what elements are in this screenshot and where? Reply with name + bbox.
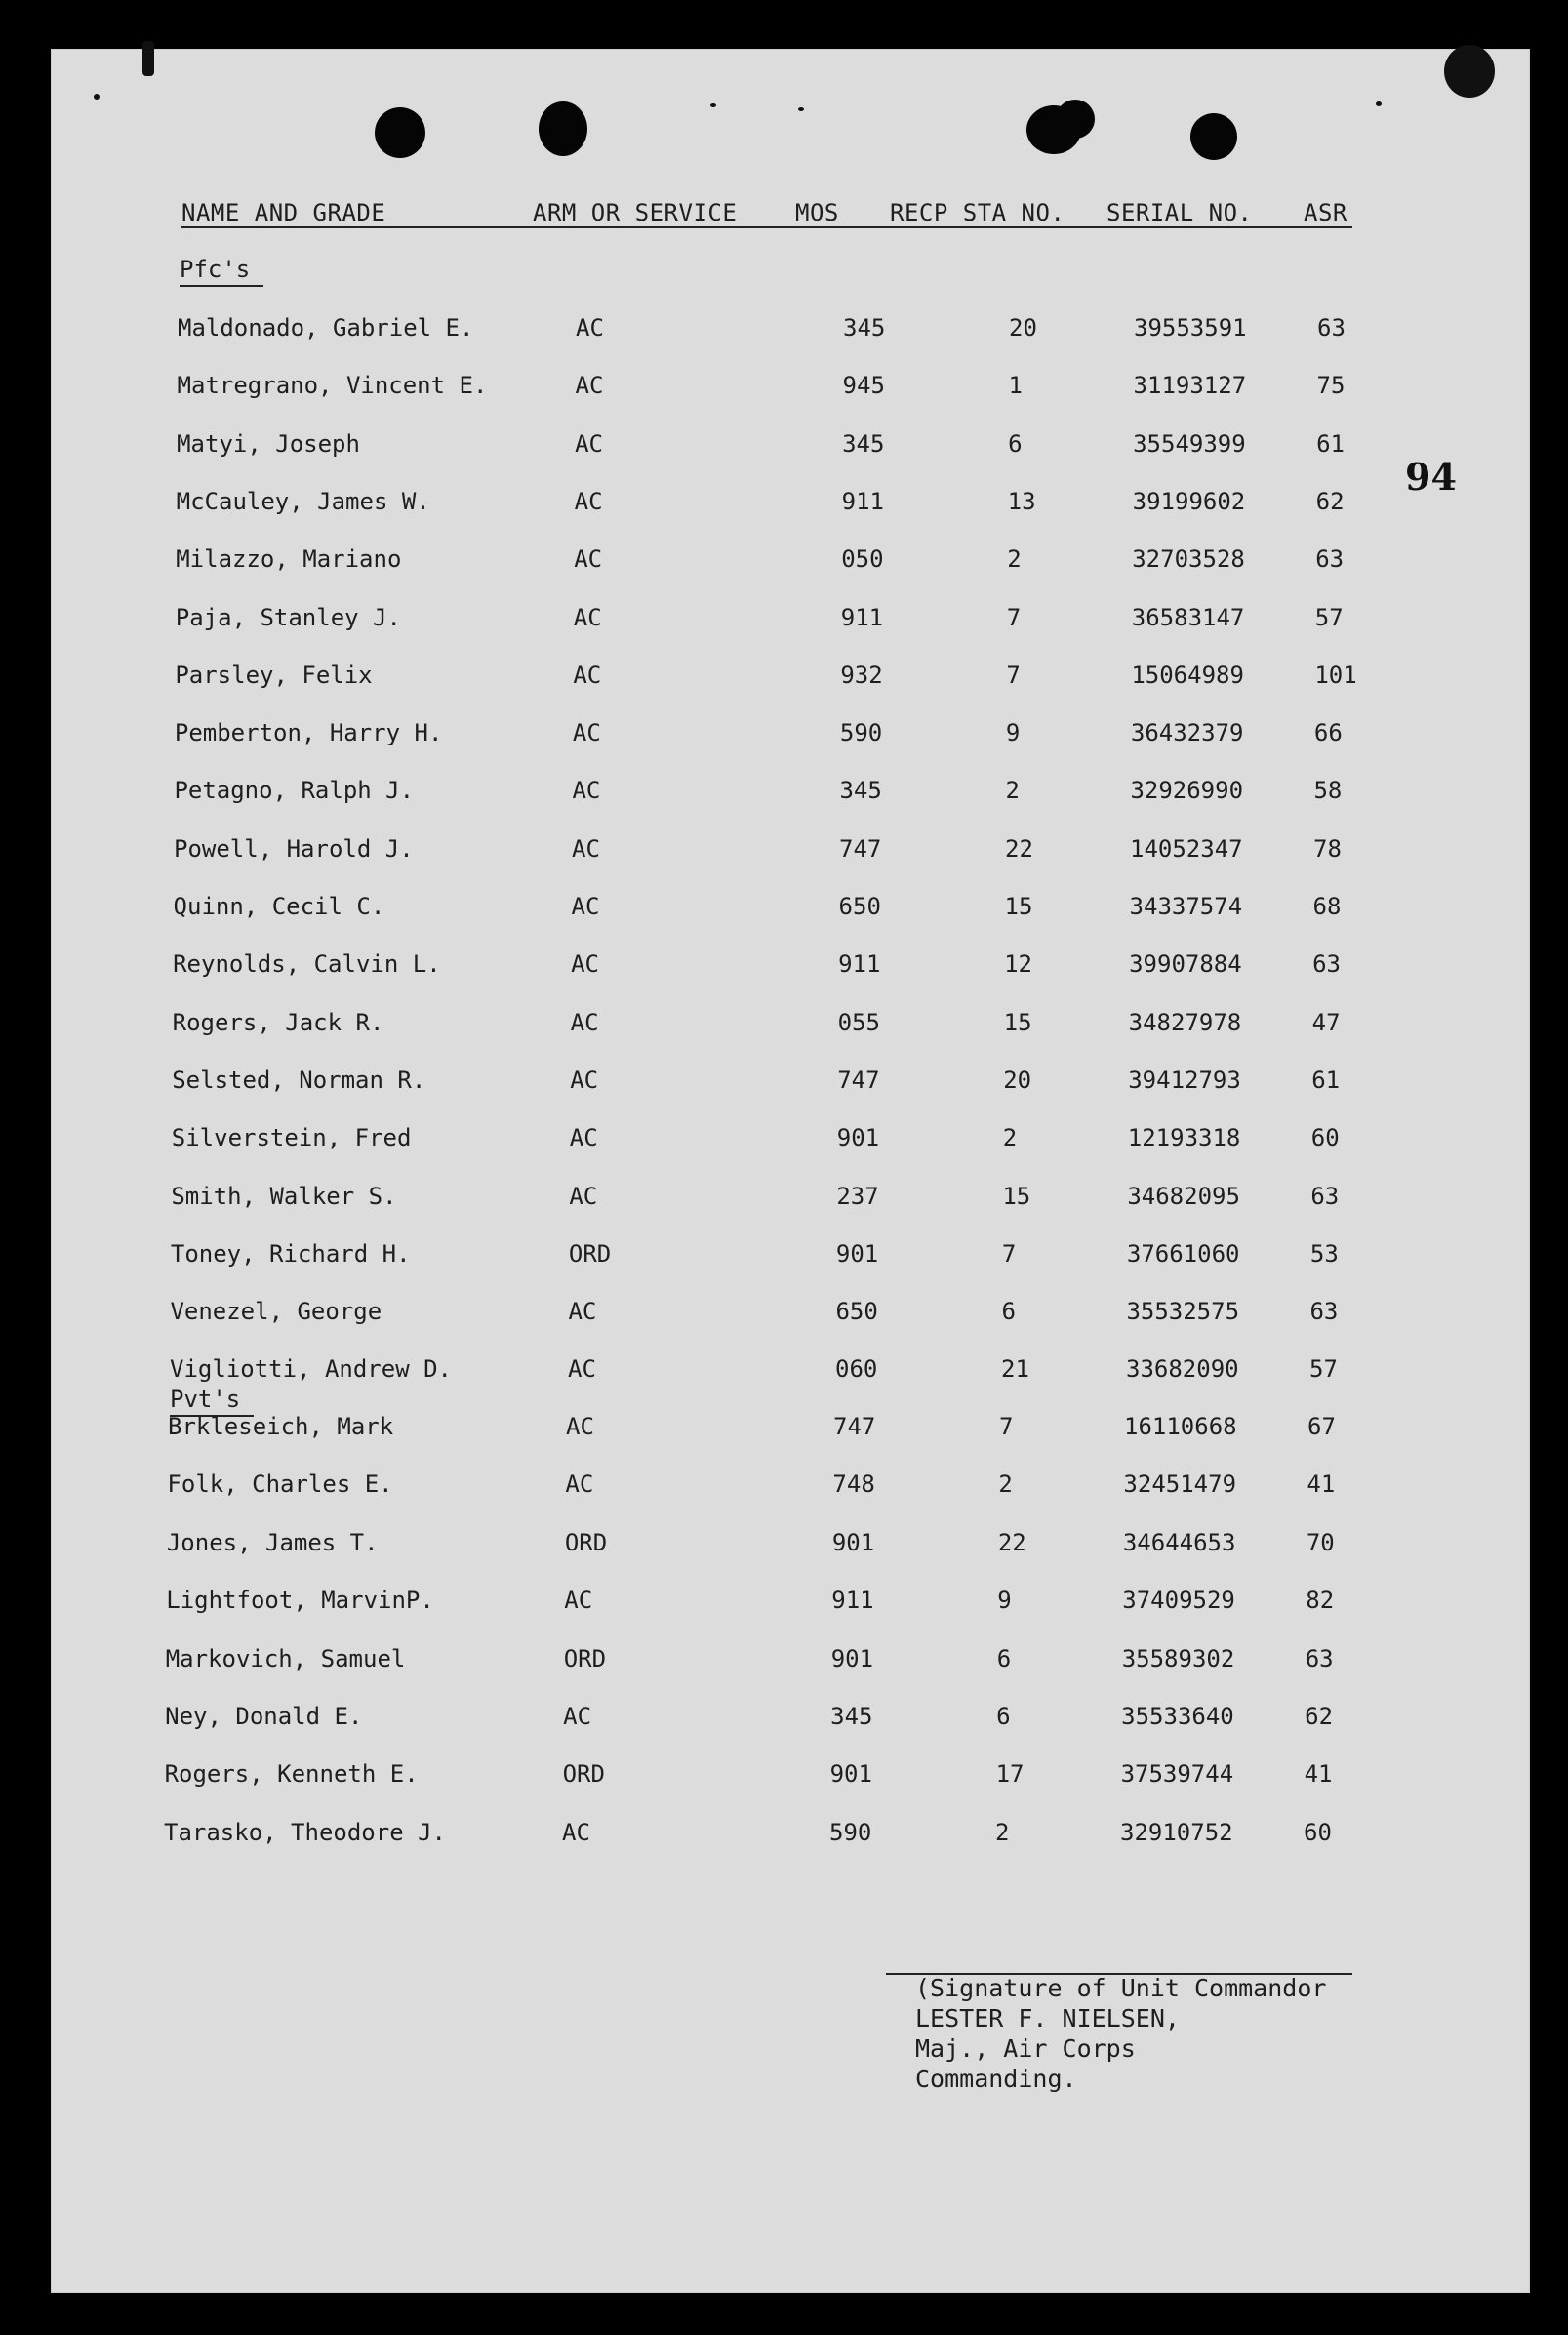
cell-serial: 35533640 xyxy=(1121,1703,1234,1730)
cell-asr: 63 xyxy=(1315,545,1345,574)
table-row xyxy=(167,1470,1568,1502)
cell-name: Folk, Charles E. xyxy=(167,1470,393,1499)
punch-hole xyxy=(375,107,425,158)
table-row xyxy=(174,777,1568,808)
cell-serial: 36583147 xyxy=(1131,603,1245,631)
cell-mos: 911 xyxy=(841,487,885,515)
cell-name: Quinn, Cecil C. xyxy=(173,893,385,920)
cell-arm-service: AC xyxy=(576,314,604,342)
ink-speck xyxy=(710,103,716,107)
cell-asr: 62 xyxy=(1305,1703,1334,1730)
cell-serial: 39412793 xyxy=(1128,1066,1241,1094)
cell-name: Venezel, George xyxy=(170,1298,382,1326)
cell-serial: 32926990 xyxy=(1130,777,1244,805)
cell-name: Matregrano, Vincent E. xyxy=(177,372,488,400)
cell-recp-sta: 15 xyxy=(1004,893,1033,920)
cell-serial: 34682095 xyxy=(1127,1182,1240,1210)
cell-name: Matyi, Joseph xyxy=(177,429,360,458)
cell-recp-sta: 6 xyxy=(996,1644,1012,1672)
section-label-underline xyxy=(180,285,263,287)
punch-hole xyxy=(1056,100,1095,139)
cell-recp-sta: 20 xyxy=(1003,1066,1032,1094)
ink-speck xyxy=(94,94,100,100)
cell-arm-service: AC xyxy=(568,1298,597,1326)
table-row xyxy=(170,1298,1568,1329)
cell-mos: 345 xyxy=(843,314,886,342)
table-row xyxy=(173,950,1568,982)
cell-asr: 58 xyxy=(1313,777,1343,805)
cell-recp-sta: 17 xyxy=(995,1760,1025,1789)
cell-recp-sta: 22 xyxy=(997,1528,1026,1556)
ink-speck xyxy=(1444,45,1495,98)
cell-asr: 47 xyxy=(1311,1008,1341,1036)
cell-asr: 70 xyxy=(1306,1528,1335,1556)
cell-serial: 35589302 xyxy=(1121,1644,1235,1672)
cell-arm-service: AC xyxy=(563,1703,592,1730)
cell-asr: 82 xyxy=(1306,1587,1335,1615)
table-row xyxy=(171,1183,1568,1214)
cell-recp-sta: 22 xyxy=(1005,834,1033,863)
cell-serial: 32451479 xyxy=(1123,1470,1237,1499)
punch-hole xyxy=(1190,113,1237,160)
cell-mos: 911 xyxy=(840,603,884,631)
cell-recp-sta: 7 xyxy=(1006,603,1022,631)
cell-name: Milazzo, Mariano xyxy=(176,545,402,574)
cell-mos: 650 xyxy=(835,1298,878,1326)
cell-asr: 53 xyxy=(1309,1239,1339,1268)
cell-recp-sta: 20 xyxy=(1009,314,1037,342)
cell-arm-service: ORD xyxy=(562,1760,605,1789)
cell-mos: 060 xyxy=(835,1355,878,1384)
cell-name: Pemberton, Harry H. xyxy=(174,719,443,747)
cell-asr: 61 xyxy=(1316,429,1346,458)
cell-name: Rogers, Kenneth E. xyxy=(164,1760,419,1789)
cell-mos: 911 xyxy=(838,950,881,979)
cell-name: Lightfoot, MarvinP. xyxy=(166,1587,434,1615)
cell-arm-service: AC xyxy=(572,719,601,747)
table-row xyxy=(175,662,1568,693)
cell-recp-sta: 1 xyxy=(1008,372,1023,400)
section-label: Pvt's xyxy=(170,1386,240,1413)
cell-mos: 901 xyxy=(835,1239,879,1268)
signature-block xyxy=(915,1973,1326,2094)
cell-mos: 345 xyxy=(839,777,882,805)
table-row xyxy=(165,1760,1568,1792)
cell-arm-service: AC xyxy=(568,1355,596,1384)
table-row xyxy=(172,1124,1568,1155)
commander-rank: Maj., Air Corps xyxy=(915,2034,1136,2063)
cell-arm-service: AC xyxy=(571,950,600,979)
cell-mos: 590 xyxy=(829,1818,872,1846)
cell-recp-sta: 13 xyxy=(1007,487,1036,515)
cell-recp-sta: 9 xyxy=(1005,719,1021,747)
cell-mos: 747 xyxy=(839,834,882,863)
signature-caption: (Signature of Unit Commandor xyxy=(915,1974,1327,2002)
cell-asr: 68 xyxy=(1312,893,1342,920)
cell-name: Vigliotti, Andrew D. xyxy=(170,1355,452,1384)
cell-serial: 34827978 xyxy=(1128,1008,1242,1036)
cell-recp-sta: 7 xyxy=(1006,661,1021,689)
cell-name: Smith, Walker S. xyxy=(171,1182,397,1210)
cell-serial: 12193318 xyxy=(1127,1124,1241,1152)
cell-recp-sta: 6 xyxy=(996,1703,1011,1730)
cell-recp-sta: 15 xyxy=(1002,1182,1031,1210)
cell-recp-sta: 6 xyxy=(1008,429,1023,458)
ink-speck xyxy=(1376,101,1382,106)
commander-name: LESTER F. NIELSEN, xyxy=(915,2004,1180,2033)
cell-name: Petagno, Ralph J. xyxy=(174,777,415,805)
cell-arm-service: ORD xyxy=(564,1528,608,1556)
table-row xyxy=(173,1009,1568,1040)
cell-mos: 345 xyxy=(830,1703,873,1730)
cell-recp-sta: 9 xyxy=(997,1587,1012,1615)
cell-asr: 60 xyxy=(1304,1818,1332,1846)
cell-arm-service: AC xyxy=(571,893,600,920)
cell-name: Reynolds, Calvin L. xyxy=(173,950,441,979)
cell-asr: 63 xyxy=(1310,1182,1340,1210)
table-row xyxy=(171,1240,1568,1271)
cell-serial: 31193127 xyxy=(1133,372,1247,400)
cell-mos: 747 xyxy=(833,1413,876,1440)
cell-serial: 39199602 xyxy=(1132,487,1246,515)
cell-arm-service: AC xyxy=(574,545,603,574)
cell-mos: 747 xyxy=(837,1066,880,1094)
cell-recp-sta: 2 xyxy=(1007,545,1022,574)
header-mos: MOS xyxy=(795,199,839,226)
cell-serial: 15064989 xyxy=(1131,661,1244,689)
cell-arm-service: AC xyxy=(572,777,601,805)
cell-asr: 63 xyxy=(1309,1298,1339,1326)
cell-mos: 901 xyxy=(836,1124,880,1152)
header-name-grade: NAME AND GRADE xyxy=(181,199,386,226)
table-row xyxy=(176,604,1568,635)
cell-name: Brkleseich, Mark xyxy=(168,1413,394,1440)
cell-name: Tarasko, Theodore J. xyxy=(164,1818,446,1846)
cell-mos: 945 xyxy=(842,372,885,400)
table-row xyxy=(164,1819,1568,1850)
cell-recp-sta: 21 xyxy=(1001,1355,1029,1384)
table-row xyxy=(178,314,1568,345)
cell-mos: 345 xyxy=(842,429,885,458)
cell-serial: 37539744 xyxy=(1120,1760,1234,1789)
table-row xyxy=(174,893,1568,924)
header-arm-service: ARM OR SERVICE xyxy=(533,199,738,226)
cell-asr: 67 xyxy=(1307,1413,1336,1440)
cell-mos: 932 xyxy=(840,661,883,689)
table-row xyxy=(178,372,1568,403)
header-serial: SERIAL NO. xyxy=(1106,199,1253,226)
cell-asr: 41 xyxy=(1307,1470,1336,1499)
table-row xyxy=(166,1587,1568,1618)
punch-hole xyxy=(539,101,587,156)
cell-recp-sta: 7 xyxy=(999,1413,1014,1440)
cell-name: Markovich, Samuel xyxy=(165,1644,406,1672)
cell-serial: 39553591 xyxy=(1134,314,1247,342)
table-row xyxy=(167,1529,1568,1560)
cell-asr: 61 xyxy=(1311,1066,1341,1094)
cell-asr: 63 xyxy=(1317,314,1346,342)
cell-serial: 32910752 xyxy=(1120,1818,1233,1846)
cell-asr: 66 xyxy=(1313,719,1343,747)
cell-arm-service: AC xyxy=(566,1413,594,1440)
cell-asr: 57 xyxy=(1309,1355,1338,1384)
cell-serial: 14052347 xyxy=(1130,834,1243,863)
cell-recp-sta: 2 xyxy=(998,1470,1013,1499)
ink-speck xyxy=(798,107,804,111)
section-label: Pfc's xyxy=(180,256,250,283)
table-row xyxy=(177,488,1568,519)
cell-arm-service: ORD xyxy=(568,1239,612,1268)
cell-serial: 34337574 xyxy=(1129,893,1243,920)
table-row xyxy=(170,1355,1568,1387)
cell-arm-service: AC xyxy=(564,1587,593,1615)
cell-recp-sta: 7 xyxy=(1001,1239,1017,1268)
cell-serial: 16110668 xyxy=(1124,1413,1237,1440)
cell-asr: 60 xyxy=(1310,1124,1340,1152)
table-row xyxy=(176,545,1568,577)
cell-name: Toney, Richard H. xyxy=(170,1239,411,1268)
cell-serial: 37409529 xyxy=(1122,1587,1235,1615)
cell-name: Rogers, Jack R. xyxy=(172,1008,384,1036)
cell-mos: 901 xyxy=(831,1528,875,1556)
cell-asr: 57 xyxy=(1314,603,1344,631)
cell-mos: 050 xyxy=(841,545,884,574)
cell-mos: 590 xyxy=(839,719,883,747)
cell-serial: 36432379 xyxy=(1130,719,1244,747)
cell-name: Powell, Harold J. xyxy=(174,834,414,863)
cell-name: Parsley, Felix xyxy=(175,661,373,689)
cell-mos: 901 xyxy=(829,1760,872,1789)
cell-arm-service: AC xyxy=(575,429,604,458)
cell-mos: 650 xyxy=(838,893,881,920)
cell-arm-service: AC xyxy=(570,1066,599,1094)
cell-arm-service: AC xyxy=(570,1008,599,1036)
table-row xyxy=(165,1703,1568,1734)
cell-name: Paja, Stanley J. xyxy=(175,603,401,631)
cell-arm-service: AC xyxy=(573,603,602,631)
cell-arm-service: AC xyxy=(562,1818,590,1846)
cell-serial: 35532575 xyxy=(1126,1298,1240,1326)
header-asr: ASR xyxy=(1304,199,1347,226)
page-number: 94 xyxy=(1405,455,1457,499)
cell-asr: 78 xyxy=(1313,834,1342,863)
cell-name: Selsted, Norman R. xyxy=(172,1066,426,1094)
cell-name: Maldonado, Gabriel E. xyxy=(178,314,474,342)
ink-speck xyxy=(142,41,154,76)
cell-arm-service: AC xyxy=(565,1470,594,1499)
cell-mos: 748 xyxy=(832,1470,875,1499)
cell-serial: 37661060 xyxy=(1126,1239,1240,1268)
cell-serial: 35549399 xyxy=(1133,429,1246,458)
cell-mos: 055 xyxy=(837,1008,881,1036)
cell-recp-sta: 15 xyxy=(1003,1008,1032,1036)
table-row xyxy=(174,835,1568,866)
cell-mos: 911 xyxy=(831,1587,874,1615)
cell-recp-sta: 12 xyxy=(1004,950,1033,979)
cell-asr: 41 xyxy=(1304,1760,1333,1789)
cell-serial: 32703528 xyxy=(1132,545,1245,574)
cell-asr: 63 xyxy=(1305,1644,1334,1672)
cell-mos: 901 xyxy=(830,1644,874,1672)
cell-recp-sta: 2 xyxy=(1005,777,1020,805)
header-recp-sta: RECP STA NO. xyxy=(890,199,1065,226)
table-row xyxy=(175,719,1568,750)
cell-arm-service: AC xyxy=(569,1182,598,1210)
cell-recp-sta: 2 xyxy=(995,1818,1010,1846)
cell-recp-sta: 6 xyxy=(1001,1298,1016,1326)
cell-name: McCauley, James W. xyxy=(176,487,430,515)
cell-arm-service: AC xyxy=(574,487,603,515)
cell-serial: 33682090 xyxy=(1126,1355,1239,1384)
cell-mos: 237 xyxy=(836,1182,879,1210)
table-row xyxy=(177,430,1568,462)
cell-recp-sta: 2 xyxy=(1002,1124,1018,1152)
cell-asr: 75 xyxy=(1316,372,1346,400)
table-row xyxy=(166,1645,1568,1676)
table-row xyxy=(172,1067,1568,1098)
cell-name: Silverstein, Fred xyxy=(171,1124,412,1152)
cell-name: Ney, Donald E. xyxy=(165,1703,363,1730)
table-row xyxy=(168,1413,1568,1444)
cell-arm-service: AC xyxy=(575,372,604,400)
cell-arm-service: AC xyxy=(572,834,600,863)
cell-serial: 34644653 xyxy=(1122,1528,1236,1556)
cell-arm-service: ORD xyxy=(563,1644,607,1672)
cell-arm-service: AC xyxy=(569,1124,598,1152)
commander-title: Commanding. xyxy=(915,2065,1077,2093)
header-underline xyxy=(181,226,1352,228)
cell-serial: 39907884 xyxy=(1129,950,1242,979)
cell-asr: 63 xyxy=(1312,950,1342,979)
cell-asr: 101 xyxy=(1314,661,1357,689)
cell-asr: 62 xyxy=(1315,487,1345,515)
cell-arm-service: AC xyxy=(573,661,602,689)
cell-name: Jones, James T. xyxy=(166,1528,379,1556)
